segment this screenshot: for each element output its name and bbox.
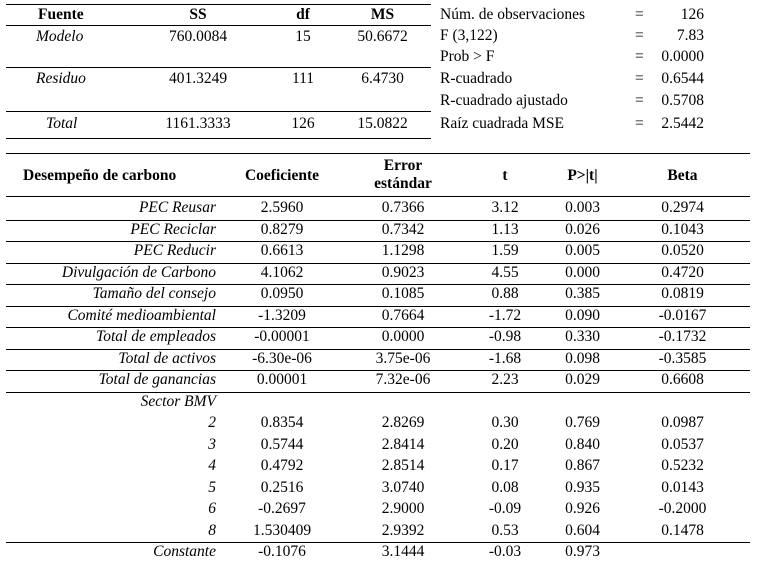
cell-p: 0.000 [565, 263, 600, 281]
anova-header-fuente: Fuente [38, 6, 84, 23]
cell-beta: 0.0520 [661, 242, 704, 259]
reg-header-coef: Coeficiente [244, 167, 320, 184]
stat-value-f: 7.83 [676, 27, 704, 44]
anova-row-residuo-ss: 401.3249 [168, 70, 228, 87]
anova-header-rule [6, 25, 431, 26]
cell-t: 2.23 [491, 371, 519, 388]
anova-row-modelo-ss: 760.0084 [168, 28, 228, 45]
cell-t: 0.88 [491, 285, 519, 302]
cell-coef: 0.8279 [260, 220, 304, 238]
anova-top-rule [6, 4, 431, 5]
cell-p: 0.769 [565, 414, 600, 431]
cell-variable: 4 [208, 457, 216, 474]
anova-row-residuo-ms: 6.4730 [361, 70, 404, 87]
cell-p: 0.935 [565, 478, 600, 496]
stat-equals: = [635, 48, 644, 65]
cell-coef: 0.00001 [256, 371, 308, 388]
cell-error: 3.0740 [381, 478, 425, 496]
cell-beta: 0.1043 [661, 220, 704, 238]
cell-t: -0.98 [488, 328, 522, 345]
reg-header-error-line1: Error [383, 157, 423, 174]
cell-beta: -0.1732 [658, 328, 707, 345]
stat-equals: = [635, 92, 644, 109]
anova-row-residuo-df: 111 [291, 70, 315, 87]
cell-p: 0.098 [565, 349, 600, 367]
cell-variable: Sector BMV [140, 392, 216, 410]
cell-error: 2.8269 [381, 414, 425, 431]
cell-t: 0.20 [491, 435, 519, 453]
cell-p: 0.385 [565, 285, 600, 302]
cell-beta: 0.0143 [661, 478, 704, 496]
cell-p: 0.026 [565, 220, 600, 238]
cell-error: 1.1298 [381, 242, 425, 259]
anova-row-total-ss: 1161.3333 [165, 115, 231, 132]
cell-p: 0.003 [565, 199, 600, 216]
reg-header-error-line2: estándar [374, 175, 432, 192]
anova-row-residuo-fuente: Residuo [36, 70, 86, 87]
cell-error: 2.8414 [381, 435, 425, 453]
anova-row-total-df: 126 [291, 115, 315, 132]
cell-error: 3.75e-06 [375, 349, 431, 367]
cell-beta: 0.5232 [661, 457, 704, 474]
reg-header-variable: Desempeño de carbono [23, 167, 177, 184]
stat-equals: = [635, 70, 644, 87]
cell-beta: -0.2000 [658, 500, 707, 517]
cell-variable: 3 [208, 435, 216, 453]
reg-header-beta: Beta [667, 167, 698, 184]
cell-t: -0.03 [488, 543, 522, 560]
anova-header-df: df [296, 6, 310, 23]
cell-coef: -0.00001 [254, 328, 310, 345]
cell-variable: 5 [208, 478, 216, 496]
cell-error: 0.7366 [381, 199, 425, 216]
anova-header-ss: SS [189, 6, 207, 23]
cell-error: 3.1444 [381, 543, 425, 560]
cell-error: 0.1085 [381, 285, 425, 302]
anova-row-modelo-ms: 50.6672 [357, 28, 408, 45]
cell-error: 2.9000 [381, 500, 425, 517]
cell-coef: 0.6613 [260, 242, 304, 259]
cell-coef: 2.5960 [260, 199, 304, 216]
cell-variable: PEC Reusar [138, 199, 216, 216]
cell-t: 0.08 [491, 478, 519, 496]
stat-value-r2adj: 0.5708 [661, 92, 704, 109]
cell-variable: Divulgación de Carbono [61, 263, 216, 281]
cell-variable: Total de ganancias [98, 371, 216, 388]
cell-coef: 4.1062 [260, 263, 304, 281]
cell-t: 0.17 [491, 457, 519, 474]
cell-p: 0.005 [565, 242, 600, 259]
cell-variable: PEC Reducir [133, 242, 216, 259]
cell-error: 0.0000 [381, 328, 425, 345]
stat-equals: = [635, 27, 644, 44]
cell-p: 0.973 [565, 543, 600, 560]
cell-t: -0.09 [488, 500, 522, 517]
anova-row-total-fuente: Total [46, 115, 78, 132]
cell-t: 1.59 [491, 242, 519, 259]
cell-beta: 0.4720 [661, 263, 704, 281]
anova-bottom-rule [6, 138, 431, 139]
stat-label-obs: Núm. de observaciones [440, 6, 586, 23]
stat-value-obs: 126 [680, 6, 704, 23]
stat-value-probf: 0.0000 [661, 48, 704, 65]
stat-equals: = [635, 115, 644, 132]
cell-p: 0.926 [565, 500, 600, 517]
cell-beta: -0.0167 [658, 306, 707, 324]
cell-coef: -0.1076 [258, 543, 306, 560]
cell-t: 4.55 [491, 263, 519, 281]
cell-p: 0.840 [565, 435, 600, 453]
reg-header-t: t [502, 167, 508, 184]
anova-row-modelo-df: 15 [295, 28, 311, 45]
cell-error: 0.7342 [381, 220, 425, 238]
cell-p: 0.330 [565, 328, 600, 345]
cell-t: 3.12 [491, 199, 519, 216]
cell-beta: 0.2974 [661, 199, 704, 216]
cell-error: 7.32e-06 [375, 371, 431, 388]
cell-variable: Tamaño del consejo [92, 285, 216, 302]
cell-variable: PEC Reciclar [130, 220, 216, 238]
anova-row-total-ms: 15.0822 [357, 115, 408, 132]
cell-coef: -1.3209 [258, 306, 306, 324]
cell-beta: 0.0987 [661, 414, 704, 431]
cell-variable: 2 [208, 414, 216, 431]
cell-coef: 0.5744 [260, 435, 304, 453]
regression-header-rule [6, 196, 750, 197]
cell-p: 0.090 [565, 306, 600, 324]
stat-label-probf: Prob > F [440, 48, 495, 65]
cell-variable: Total de empleados [96, 328, 216, 345]
cell-coef: -0.2697 [258, 500, 306, 517]
cell-error: 2.8514 [381, 457, 425, 474]
reg-header-error [348, 157, 458, 193]
reg-header-p: P>|t| [567, 167, 598, 184]
cell-variable: Total de activos [118, 349, 216, 367]
cell-variable: 6 [208, 500, 216, 517]
anova-row-modelo-fuente: Modelo [36, 28, 84, 45]
cell-p: 0.867 [565, 457, 600, 474]
stat-label-f: F (3,122) [440, 27, 498, 44]
anova-total-rule [6, 111, 431, 112]
cell-beta: 0.0819 [661, 285, 704, 302]
stat-value-rmse: 2.5442 [661, 115, 704, 132]
regression-top-rule [6, 153, 750, 154]
stat-label-rmse: Raíz cuadrada MSE [440, 115, 564, 132]
cell-variable: Comité medioambiental [67, 306, 216, 324]
cell-coef: 0.4792 [260, 457, 304, 474]
cell-t: -1.68 [488, 349, 522, 367]
anova-header-ms: MS [370, 6, 395, 23]
cell-coef: 0.8354 [260, 414, 304, 431]
cell-p: 0.604 [565, 521, 600, 539]
cell-beta: 0.1478 [661, 521, 704, 539]
cell-beta: 0.0537 [661, 435, 704, 453]
cell-t: 0.53 [491, 521, 519, 539]
cell-t: 1.13 [491, 220, 519, 238]
cell-coef: -6.30e-06 [252, 349, 312, 367]
cell-beta: 0.6608 [661, 371, 704, 388]
stat-label-r2adj: R-cuadrado ajustado [440, 92, 568, 109]
cell-coef: 1.530409 [252, 521, 312, 539]
cell-variable: Constante [153, 543, 216, 560]
cell-coef: 0.2516 [260, 478, 304, 496]
cell-beta: -0.3585 [658, 349, 707, 367]
cell-variable: 8 [208, 521, 216, 539]
cell-t: 0.30 [491, 414, 519, 431]
cell-p: 0.029 [565, 371, 600, 388]
cell-t: -1.72 [488, 306, 522, 324]
anova-row-rule [6, 67, 431, 68]
stat-value-r2: 0.6544 [661, 70, 704, 87]
cell-error: 2.9392 [381, 521, 425, 539]
cell-error: 0.9023 [381, 263, 425, 281]
cell-error: 0.7664 [381, 306, 425, 324]
stat-label-r2: R-cuadrado [440, 70, 513, 87]
cell-coef: 0.0950 [260, 285, 304, 302]
stat-equals: = [635, 6, 644, 23]
